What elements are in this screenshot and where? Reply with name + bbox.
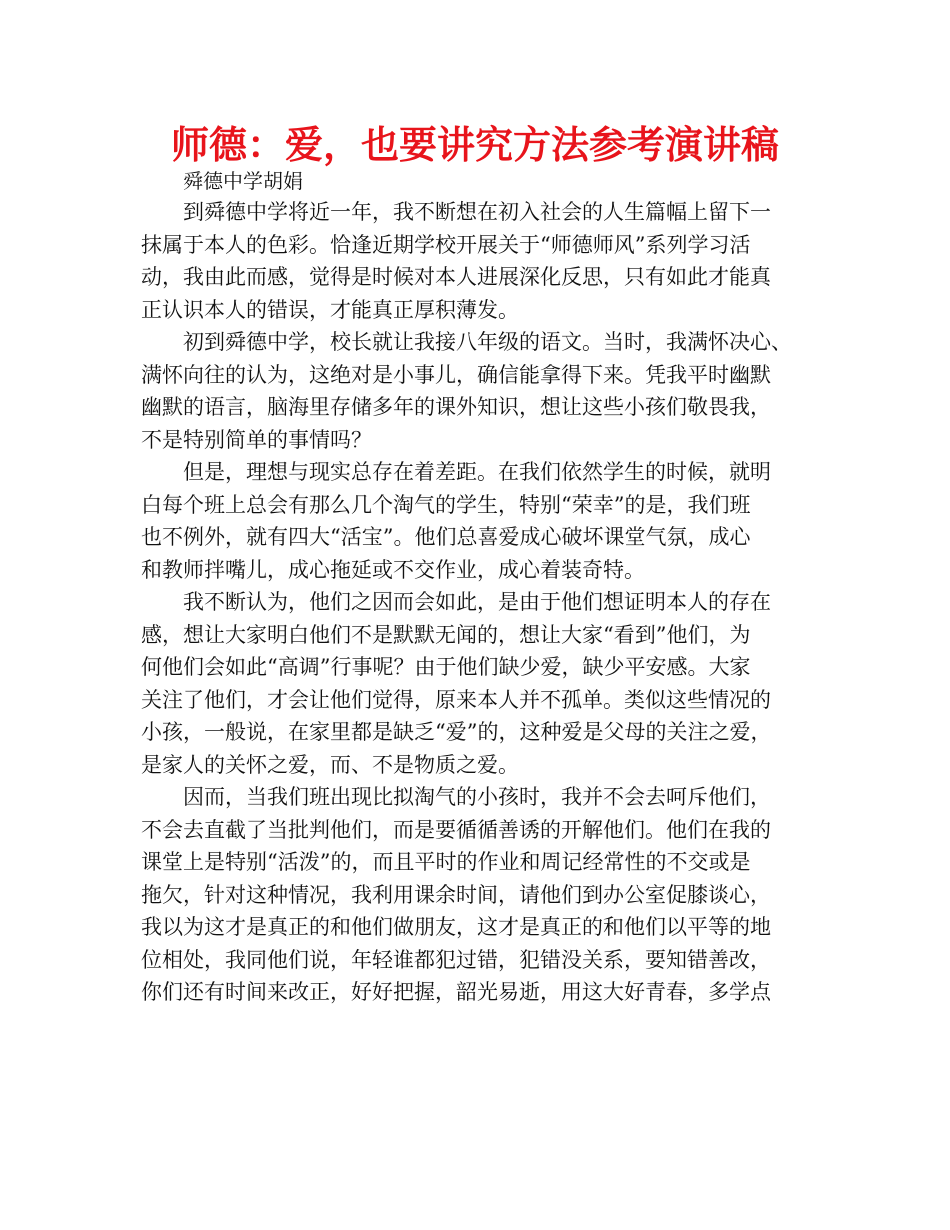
paragraph-line: 也不例外，就有四大“活宝”。他们总喜爱成心破坏课堂气氛，成心 [141,525,751,549]
paragraph-line: 正认识本人的错误，才能真正厚积薄发。 [141,297,519,322]
paragraph-line: 何他们会如此“高调”行事呢？由于他们缺少爱，缺少平安感。大家 [141,655,751,679]
document-body [141,196,831,1009]
paragraph-line: 幽默的语言，脑海里存储多年的课外知识，想让这些小孩们敬畏我， [141,395,771,419]
paragraph-line: 满怀向往的认为，这绝对是小事儿，确信能拿得下来。凭我平时幽默 [141,362,771,387]
paragraph-line: 但是，理想与现实总存在着差距。在我们依然学生的时候，就明 [183,460,771,484]
paragraph-line: 抹属于本人的色彩。恰逢近期学校开展关于“师德师风”系列学习活 [141,232,751,257]
paragraph-line: 不会去直截了当批判他们，而是要循循善诱的开解他们。他们在我的 [141,817,771,842]
paragraph-line: 我不断认为，他们之因而会如此，是由于他们想证明本人的存在 [183,590,771,614]
paragraph-line: 到舜德中学将近一年，我不断想在初入社会的人生篇幅上留下一 [183,200,771,224]
paragraph-line: 你们还有时间来改正，好好把握，韶光易逝，用这大好青春，多学点 [141,980,771,1004]
paragraph-line: 小孩，一般说，在家里都是缺乏“爱”的，这种爱是父母的关注之爱， [141,720,772,744]
paragraph-line: 是家人的关怀之爱，而、不是物质之爱。 [141,752,519,777]
paragraph-line: 课堂上是特别“活泼”的，而且平时的作业和周记经常性的不交或是 [141,850,751,874]
paragraph-line: 关注了他们，才会让他们觉得，原来本人并不孤单。类似这些情况的 [141,687,771,712]
paragraph-line: 动，我由此而感，觉得是时候对本人进展深化反思，只有如此才能真 [141,265,771,289]
paragraph-line: 白每个班上总会有那么几个淘气的学生，特别“荣幸”的是，我们班 [141,492,751,517]
paragraph-line: 我以为这才是真正的和他们做朋友，这才是真正的和他们以平等的地 [141,915,771,939]
paragraph-line: 位相处，我同他们说，年轻谁都犯过错，犯错没关系，要知错善改， [141,947,771,972]
paragraph-line: 和教师拌嘴儿，成心拖延或不交作业，成心着装奇特。 [141,557,645,582]
document-author: 舜德中学胡娟 [183,169,303,193]
paragraph-line: 感，想让大家明白他们不是默默无闻的，想让大家“看到”他们，为 [141,622,751,647]
paragraph-line: 因而，当我们班出现比拟淘气的小孩时，我并不会去呵斥他们， [183,785,771,809]
document-title: 师德：爱，也要讲究方法参考演讲稿 [170,123,779,167]
paragraph-line: 初到舜德中学，校长就让我接八年级的语文。当时，我满怀决心、 [183,330,792,354]
paragraph-line: 拖欠，针对这种情况，我利用课余时间，请他们到办公室促膝谈心， [141,882,771,907]
paragraph-line: 不是特别简单的事情吗？ [141,427,372,452]
